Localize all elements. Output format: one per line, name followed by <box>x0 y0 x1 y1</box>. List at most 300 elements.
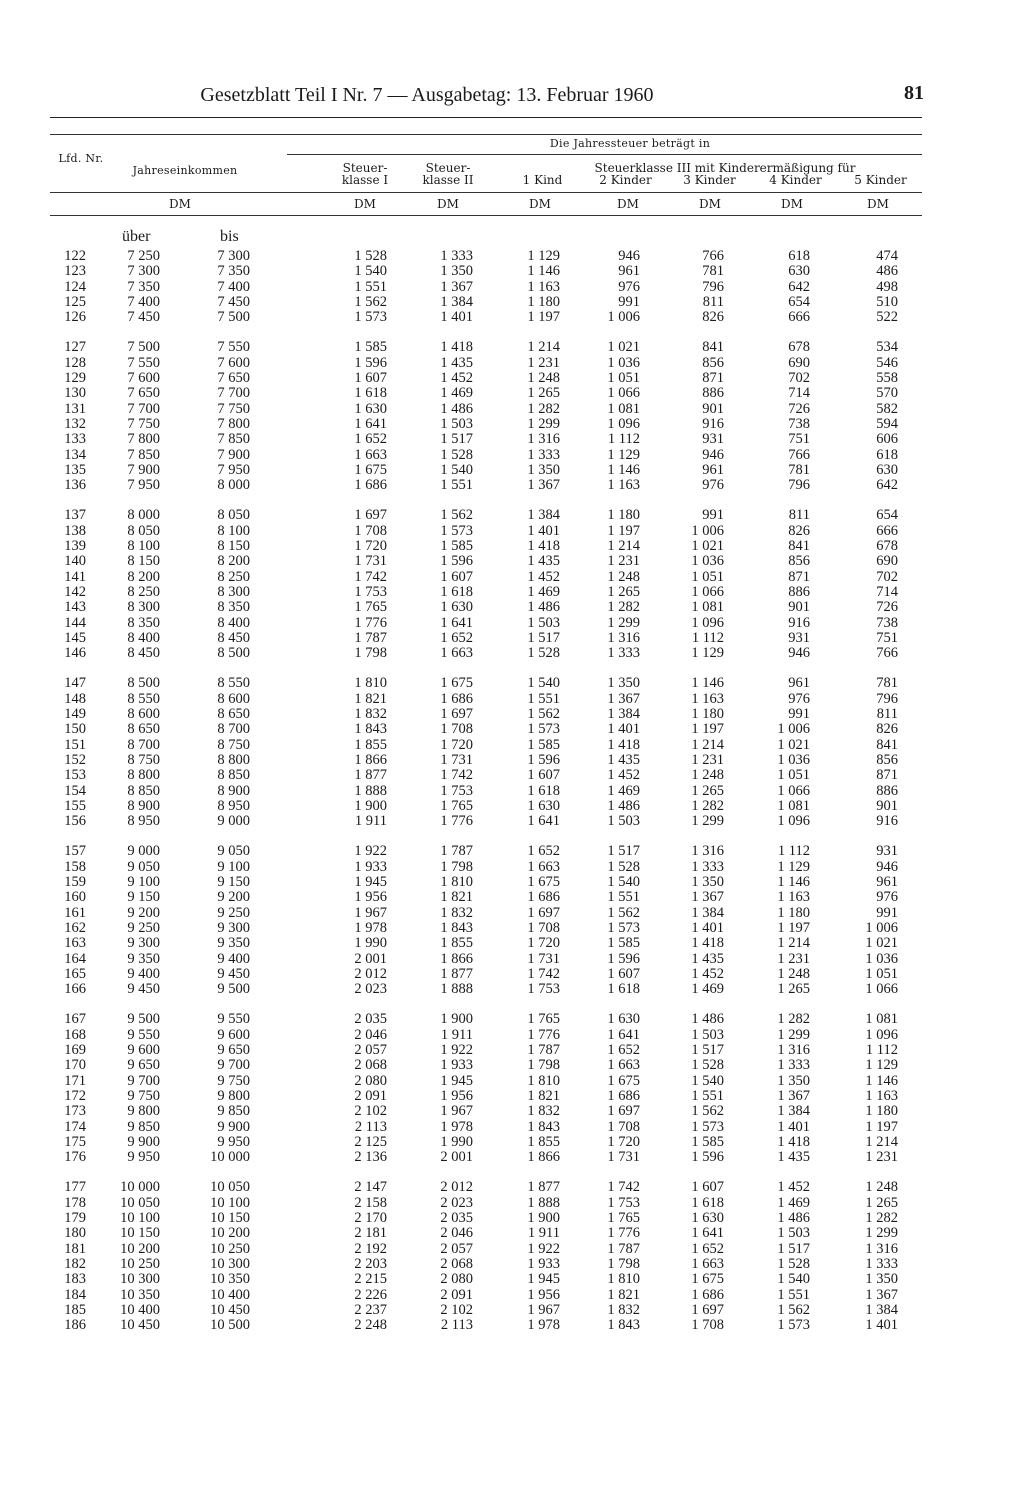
tax-class1: 1 888 <box>354 782 387 799</box>
income-over: 8 550 <box>127 690 160 707</box>
class1-header: Steuer- klasse I <box>341 161 389 187</box>
unit-child1: DM <box>529 197 551 211</box>
tax-3-kinder: 1 630 <box>691 1209 724 1226</box>
table-row <box>0 616 1024 631</box>
tax-1-kind: 1 798 <box>527 1057 560 1074</box>
income-over: 8 200 <box>127 568 160 585</box>
tax-4-kinder: 1 163 <box>777 889 810 906</box>
tax-class1: 2 248 <box>354 1317 387 1334</box>
tax-class1: 1 675 <box>354 462 387 478</box>
tax-2-kinder: 1 517 <box>607 843 640 860</box>
tax-4-kinder: 946 <box>788 645 810 662</box>
tax-3-kinder: 1 081 <box>691 599 724 616</box>
row-number: 181 <box>64 1240 86 1257</box>
tax-1-kind: 1 978 <box>527 1317 560 1334</box>
tax-2-kinder: 1 435 <box>607 752 640 768</box>
tax-1-kind: 1 652 <box>527 843 560 860</box>
tax-class1: 1 765 <box>354 599 387 616</box>
tax-class1: 2 147 <box>354 1179 387 1196</box>
tax-class2: 1 652 <box>440 630 473 646</box>
tax-5-kinder: 1 036 <box>865 950 898 967</box>
tax-class2: 1 787 <box>440 843 473 860</box>
income-to: 9 000 <box>217 813 250 830</box>
income-to: 9 350 <box>217 935 250 952</box>
income-over: 9 200 <box>127 904 160 921</box>
tax-2-kinder: 1 528 <box>607 858 640 875</box>
table-row <box>0 1089 1024 1104</box>
tax-3-kinder: 1 503 <box>691 1026 724 1043</box>
income-to: 8 100 <box>217 522 250 539</box>
tax-3-kinder: 1 607 <box>691 1179 724 1196</box>
tax-2-kinder: 1 697 <box>607 1103 640 1120</box>
tax-2-kinder: 946 <box>618 248 640 264</box>
income-over: 9 400 <box>127 966 160 982</box>
income-to: 9 100 <box>217 858 250 875</box>
tax-4-kinder: 1 248 <box>777 966 810 982</box>
tax-class1: 1 877 <box>354 767 387 784</box>
income-over: 10 300 <box>120 1271 160 1288</box>
income-to: 8 750 <box>217 736 250 753</box>
row-number: 158 <box>64 858 86 875</box>
tax-2-kinder: 1 607 <box>607 966 640 982</box>
income-to: 9 400 <box>217 950 250 967</box>
tax-3-kinder: 1 517 <box>691 1041 724 1058</box>
tax-2-kinder: 1 299 <box>607 614 640 631</box>
tax-2-kinder: 1 282 <box>607 599 640 616</box>
tax-3-kinder: 1 282 <box>691 798 724 814</box>
income-over: 9 650 <box>127 1057 160 1074</box>
tax-class2: 1 367 <box>440 278 473 295</box>
tax-3-kinder: 1 551 <box>691 1088 724 1104</box>
tax-class1: 1 787 <box>354 630 387 646</box>
row-number: 171 <box>64 1072 86 1089</box>
income-over: 9 100 <box>127 873 160 890</box>
tax-2-kinder: 1 096 <box>607 416 640 432</box>
tax-1-kind: 1 933 <box>527 1256 560 1272</box>
tax-5-kinder: 1 129 <box>865 1057 898 1074</box>
tax-class2: 1 900 <box>440 1011 473 1028</box>
tax-class1: 1 832 <box>354 706 387 722</box>
income-to: 8 650 <box>217 706 250 722</box>
tax-3-kinder: 1 367 <box>691 889 724 906</box>
table-row <box>0 799 1024 814</box>
tax-5-kinder: 1 401 <box>865 1317 898 1334</box>
tax-1-kind: 1 585 <box>527 736 560 753</box>
income-over: 7 350 <box>127 278 160 295</box>
income-over: 7 400 <box>127 294 160 311</box>
tax-5-kinder: 916 <box>876 813 898 830</box>
table-row <box>0 371 1024 386</box>
row-number: 147 <box>64 675 86 692</box>
tax-3-kinder: 871 <box>702 369 724 386</box>
tax-class2: 2 023 <box>440 1194 473 1211</box>
tax-2-kinder: 1 686 <box>607 1088 640 1104</box>
tax-1-kind: 1 551 <box>527 690 560 707</box>
table-row <box>0 1257 1024 1272</box>
tax-class1: 1 720 <box>354 538 387 554</box>
tax-class2: 2 012 <box>440 1179 473 1196</box>
tax-4-kinder: 642 <box>788 278 810 295</box>
income-over: 7 750 <box>127 416 160 432</box>
tax-1-kind: 1 573 <box>527 721 560 738</box>
unit-class1: DM <box>354 197 376 211</box>
tax-2-kinder: 1 021 <box>607 339 640 356</box>
tax-5-kinder: 946 <box>876 858 898 875</box>
tax-2-kinder: 1 163 <box>607 477 640 494</box>
tax-class1: 1 607 <box>354 369 387 386</box>
tax-5-kinder: 678 <box>876 538 898 554</box>
tax-3-kinder: 1 006 <box>691 522 724 539</box>
tax-class2: 1 798 <box>440 858 473 875</box>
table-row <box>0 539 1024 554</box>
tax-5-kinder: 1 214 <box>865 1134 898 1150</box>
table-row <box>0 692 1024 707</box>
tax-5-kinder: 486 <box>876 263 898 280</box>
income-over: 9 500 <box>127 1011 160 1028</box>
row-number: 155 <box>64 798 86 814</box>
tax-5-kinder: 1 051 <box>865 966 898 982</box>
table-row <box>0 432 1024 447</box>
income-over: 7 250 <box>127 248 160 264</box>
tax-1-kind: 1 282 <box>527 400 560 417</box>
tax-3-kinder: 916 <box>702 416 724 432</box>
tax-class1: 1 528 <box>354 248 387 264</box>
table-row <box>0 844 1024 859</box>
tax-class2: 1 663 <box>440 645 473 662</box>
tax-5-kinder: 1 265 <box>865 1194 898 1211</box>
tax-3-kinder: 1 540 <box>691 1072 724 1089</box>
tax-class2: 1 641 <box>440 614 473 631</box>
tax-3-kinder: 1 486 <box>691 1011 724 1028</box>
tax-1-kind: 1 945 <box>527 1271 560 1288</box>
tax-5-kinder: 1 081 <box>865 1011 898 1028</box>
income-to: 8 800 <box>217 752 250 768</box>
page-number: 81 <box>904 82 924 104</box>
child1-header: 1 Kind <box>522 173 563 187</box>
income-to: 8 900 <box>217 782 250 799</box>
tax-5-kinder: 1 282 <box>865 1209 898 1226</box>
tax-class2: 1 731 <box>440 752 473 768</box>
tax-4-kinder: 1 006 <box>777 721 810 738</box>
income-over: 8 400 <box>127 630 160 646</box>
tax-5-kinder: 1 096 <box>865 1026 898 1043</box>
row-number: 161 <box>64 904 86 921</box>
row-number: 170 <box>64 1057 86 1074</box>
income-to: 7 600 <box>217 354 250 371</box>
tax-3-kinder: 1 562 <box>691 1103 724 1120</box>
row-number: 143 <box>64 599 86 616</box>
class3-group-header: Steuerklasse III mit Kinderermäßigung für <box>594 161 856 175</box>
tax-class1: 1 810 <box>354 675 387 692</box>
tax-2-kinder: 1 469 <box>607 782 640 799</box>
tax-4-kinder: 1 146 <box>777 873 810 890</box>
table-row <box>0 1196 1024 1211</box>
tax-1-kind: 1 435 <box>527 553 560 570</box>
row-number: 141 <box>64 568 86 585</box>
tax-5-kinder: 1 248 <box>865 1179 898 1196</box>
tax-2-kinder: 1 333 <box>607 645 640 662</box>
tax-header-rule <box>287 154 922 155</box>
tax-3-kinder: 1 596 <box>691 1149 724 1166</box>
tax-4-kinder: 1 231 <box>777 950 810 967</box>
income-to: 10 000 <box>210 1149 250 1166</box>
tax-5-kinder: 1 197 <box>865 1118 898 1135</box>
table-row <box>0 585 1024 600</box>
tax-4-kinder: 1 384 <box>777 1103 810 1120</box>
tax-2-kinder: 1 006 <box>607 309 640 326</box>
income-to: 7 700 <box>217 385 250 402</box>
unit-child4: DM <box>781 197 803 211</box>
tax-class1: 1 776 <box>354 614 387 631</box>
row-number: 173 <box>64 1103 86 1120</box>
row-number: 124 <box>64 278 86 295</box>
tax-1-kind: 1 832 <box>527 1103 560 1120</box>
income-over: 10 250 <box>120 1256 160 1272</box>
row-number: 149 <box>64 706 86 722</box>
tax-4-kinder: 1 112 <box>777 843 810 860</box>
tax-class2: 1 528 <box>440 446 473 463</box>
tax-4-kinder: 1 180 <box>777 904 810 921</box>
row-number: 166 <box>64 981 86 998</box>
tax-1-kind: 1 911 <box>527 1225 560 1242</box>
tax-1-kind: 1 708 <box>527 920 560 936</box>
income-over: 8 150 <box>127 553 160 570</box>
tax-2-kinder: 1 585 <box>607 935 640 952</box>
tax-3-kinder: 1 021 <box>691 538 724 554</box>
tax-class1: 2 192 <box>354 1240 387 1257</box>
income-to: 9 250 <box>217 904 250 921</box>
tax-1-kind: 1 503 <box>527 614 560 631</box>
row-number: 163 <box>64 935 86 952</box>
tax-class2: 1 832 <box>440 904 473 921</box>
income-over: 10 350 <box>120 1286 160 1303</box>
tax-5-kinder: 510 <box>876 294 898 311</box>
tax-5-kinder: 1 299 <box>865 1225 898 1242</box>
table-row <box>0 463 1024 478</box>
income-header: Jahreseinkommen <box>132 164 238 177</box>
table-row <box>0 1058 1024 1073</box>
income-to: 9 900 <box>217 1118 250 1135</box>
table-row <box>0 264 1024 279</box>
tax-4-kinder: 1 528 <box>777 1256 810 1272</box>
tax-class2: 1 810 <box>440 873 473 890</box>
tax-2-kinder: 1 401 <box>607 721 640 738</box>
income-over: 10 400 <box>120 1302 160 1318</box>
row-number: 138 <box>64 522 86 539</box>
income-to: 8 050 <box>217 507 250 524</box>
row-number: 162 <box>64 920 86 936</box>
tax-class1: 1 900 <box>354 798 387 814</box>
tax-class2: 2 068 <box>440 1256 473 1272</box>
tax-class1: 2 203 <box>354 1256 387 1272</box>
tax-1-kind: 1 163 <box>527 278 560 295</box>
tax-4-kinder: 1 503 <box>777 1225 810 1242</box>
table-row <box>0 386 1024 401</box>
tax-class1: 1 708 <box>354 522 387 539</box>
tax-class2: 2 091 <box>440 1286 473 1303</box>
row-number: 180 <box>64 1225 86 1242</box>
tax-class2: 1 384 <box>440 294 473 311</box>
tax-1-kind: 1 248 <box>527 369 560 386</box>
tax-class2: 1 675 <box>440 675 473 692</box>
income-over: 10 150 <box>120 1225 160 1242</box>
tax-class1: 2 001 <box>354 950 387 967</box>
unit-child2: DM <box>617 197 639 211</box>
header-rule <box>50 117 922 118</box>
income-over: 8 100 <box>127 538 160 554</box>
row-number: 132 <box>64 416 86 432</box>
table-row <box>0 676 1024 691</box>
tax-5-kinder: 1 112 <box>865 1041 898 1058</box>
tax-4-kinder: 1 299 <box>777 1026 810 1043</box>
tax-5-kinder: 751 <box>876 630 898 646</box>
tax-class1: 2 181 <box>354 1225 387 1242</box>
tax-class1: 2 113 <box>354 1118 387 1135</box>
tax-4-kinder: 714 <box>788 385 810 402</box>
table-row <box>0 784 1024 799</box>
table-row <box>0 570 1024 585</box>
income-to: 9 750 <box>217 1072 250 1089</box>
header-title: Gesetzblatt Teil I Nr. 7 — Ausgabetag: 13. Februar 1960 <box>200 84 654 106</box>
tax-3-kinder: 1 333 <box>691 858 724 875</box>
tax-4-kinder: 826 <box>788 522 810 539</box>
income-to: 8 300 <box>217 584 250 600</box>
tax-4-kinder: 781 <box>788 462 810 478</box>
row-number: 177 <box>64 1179 86 1196</box>
tax-5-kinder: 630 <box>876 462 898 478</box>
income-over: 8 350 <box>127 614 160 631</box>
tax-3-kinder: 1 452 <box>691 966 724 982</box>
tax-1-kind: 1 180 <box>527 294 560 311</box>
table-row <box>0 310 1024 325</box>
tax-5-kinder: 1 021 <box>865 935 898 952</box>
tax-4-kinder: 690 <box>788 354 810 371</box>
income-over: 8 250 <box>127 584 160 600</box>
tax-5-kinder: 714 <box>876 584 898 600</box>
tax-1-kind: 1 197 <box>527 309 560 326</box>
tax-class2: 1 435 <box>440 354 473 371</box>
tax-3-kinder: 1 316 <box>691 843 724 860</box>
income-over: 10 050 <box>120 1194 160 1211</box>
tax-5-kinder: 558 <box>876 369 898 386</box>
tax-class1: 2 091 <box>354 1088 387 1104</box>
tax-2-kinder: 1 663 <box>607 1057 640 1074</box>
tax-5-kinder: 931 <box>876 843 898 860</box>
tax-4-kinder: 1 333 <box>777 1057 810 1074</box>
tax-3-kinder: 991 <box>702 507 724 524</box>
unit-child5: DM <box>867 197 889 211</box>
tax-3-kinder: 1 096 <box>691 614 724 631</box>
income-over: 10 000 <box>120 1179 160 1196</box>
tax-2-kinder: 1 418 <box>607 736 640 753</box>
row-number: 168 <box>64 1026 86 1043</box>
income-to: 7 500 <box>217 309 250 326</box>
tax-3-kinder: 976 <box>702 477 724 494</box>
tax-class1: 2 080 <box>354 1072 387 1089</box>
tax-class1: 2 057 <box>354 1041 387 1058</box>
table-row <box>0 1180 1024 1195</box>
tax-3-kinder: 1 146 <box>691 675 724 692</box>
table-row <box>0 921 1024 936</box>
table-row <box>0 1242 1024 1257</box>
tax-3-kinder: 1 469 <box>691 981 724 998</box>
unit-income: DM <box>169 197 191 211</box>
tax-class1: 1 945 <box>354 873 387 890</box>
row-number: 157 <box>64 843 86 860</box>
income-to: 8 950 <box>217 798 250 814</box>
tax-class1: 1 585 <box>354 339 387 356</box>
income-to: 8 450 <box>217 630 250 646</box>
tax-2-kinder: 1 540 <box>607 873 640 890</box>
tax-1-kind: 1 956 <box>527 1286 560 1303</box>
tax-1-kind: 1 214 <box>527 339 560 356</box>
tax-1-kind: 1 486 <box>527 599 560 616</box>
tax-5-kinder: 1 350 <box>865 1271 898 1288</box>
tax-2-kinder: 1 503 <box>607 813 640 830</box>
tax-5-kinder: 856 <box>876 752 898 768</box>
tax-1-kind: 1 618 <box>527 782 560 799</box>
tax-3-kinder: 1 675 <box>691 1271 724 1288</box>
tax-5-kinder: 976 <box>876 889 898 906</box>
income-over: 9 600 <box>127 1041 160 1058</box>
tax-1-kind: 1 350 <box>527 462 560 478</box>
income-over: 7 800 <box>127 431 160 448</box>
tax-4-kinder: 618 <box>788 248 810 264</box>
tax-3-kinder: 1 573 <box>691 1118 724 1135</box>
income-to: 9 150 <box>217 873 250 890</box>
income-to: 8 850 <box>217 767 250 784</box>
row-number: 148 <box>64 690 86 707</box>
tax-3-kinder: 1 435 <box>691 950 724 967</box>
tax-4-kinder: 1 350 <box>777 1072 810 1089</box>
tax-5-kinder: 1 384 <box>865 1302 898 1318</box>
tax-1-kind: 1 821 <box>527 1088 560 1104</box>
tax-1-kind: 1 517 <box>527 630 560 646</box>
tax-4-kinder: 1 367 <box>777 1088 810 1104</box>
income-to: 10 500 <box>210 1317 250 1334</box>
tax-1-kind: 1 452 <box>527 568 560 585</box>
income-over: 8 700 <box>127 736 160 753</box>
tax-class1: 1 978 <box>354 920 387 936</box>
tax-1-kind: 1 900 <box>527 1209 560 1226</box>
tax-3-kinder: 841 <box>702 339 724 356</box>
income-to: 7 900 <box>217 446 250 463</box>
row-number: 169 <box>64 1041 86 1058</box>
tax-5-kinder: 498 <box>876 278 898 295</box>
tax-class1: 2 023 <box>354 981 387 998</box>
row-number: 129 <box>64 369 86 386</box>
income-over: 9 250 <box>127 920 160 936</box>
tax-2-kinder: 1 618 <box>607 981 640 998</box>
tax-5-kinder: 570 <box>876 385 898 402</box>
tax-3-kinder: 931 <box>702 431 724 448</box>
income-over: 8 300 <box>127 599 160 616</box>
tax-1-kind: 1 630 <box>527 798 560 814</box>
tax-header: Die Jahressteuer beträgt in <box>549 137 711 150</box>
tax-5-kinder: 666 <box>876 522 898 539</box>
tax-2-kinder: 1 112 <box>607 431 640 448</box>
tax-4-kinder: 1 197 <box>777 920 810 936</box>
tax-4-kinder: 841 <box>788 538 810 554</box>
income-to: 8 150 <box>217 538 250 554</box>
tax-class1: 1 911 <box>354 813 387 830</box>
row-number: 131 <box>64 400 86 417</box>
tax-4-kinder: 666 <box>788 309 810 326</box>
tax-3-kinder: 1 066 <box>691 584 724 600</box>
tax-class1: 1 573 <box>354 309 387 326</box>
table-row <box>0 982 1024 997</box>
tax-class2: 1 697 <box>440 706 473 722</box>
